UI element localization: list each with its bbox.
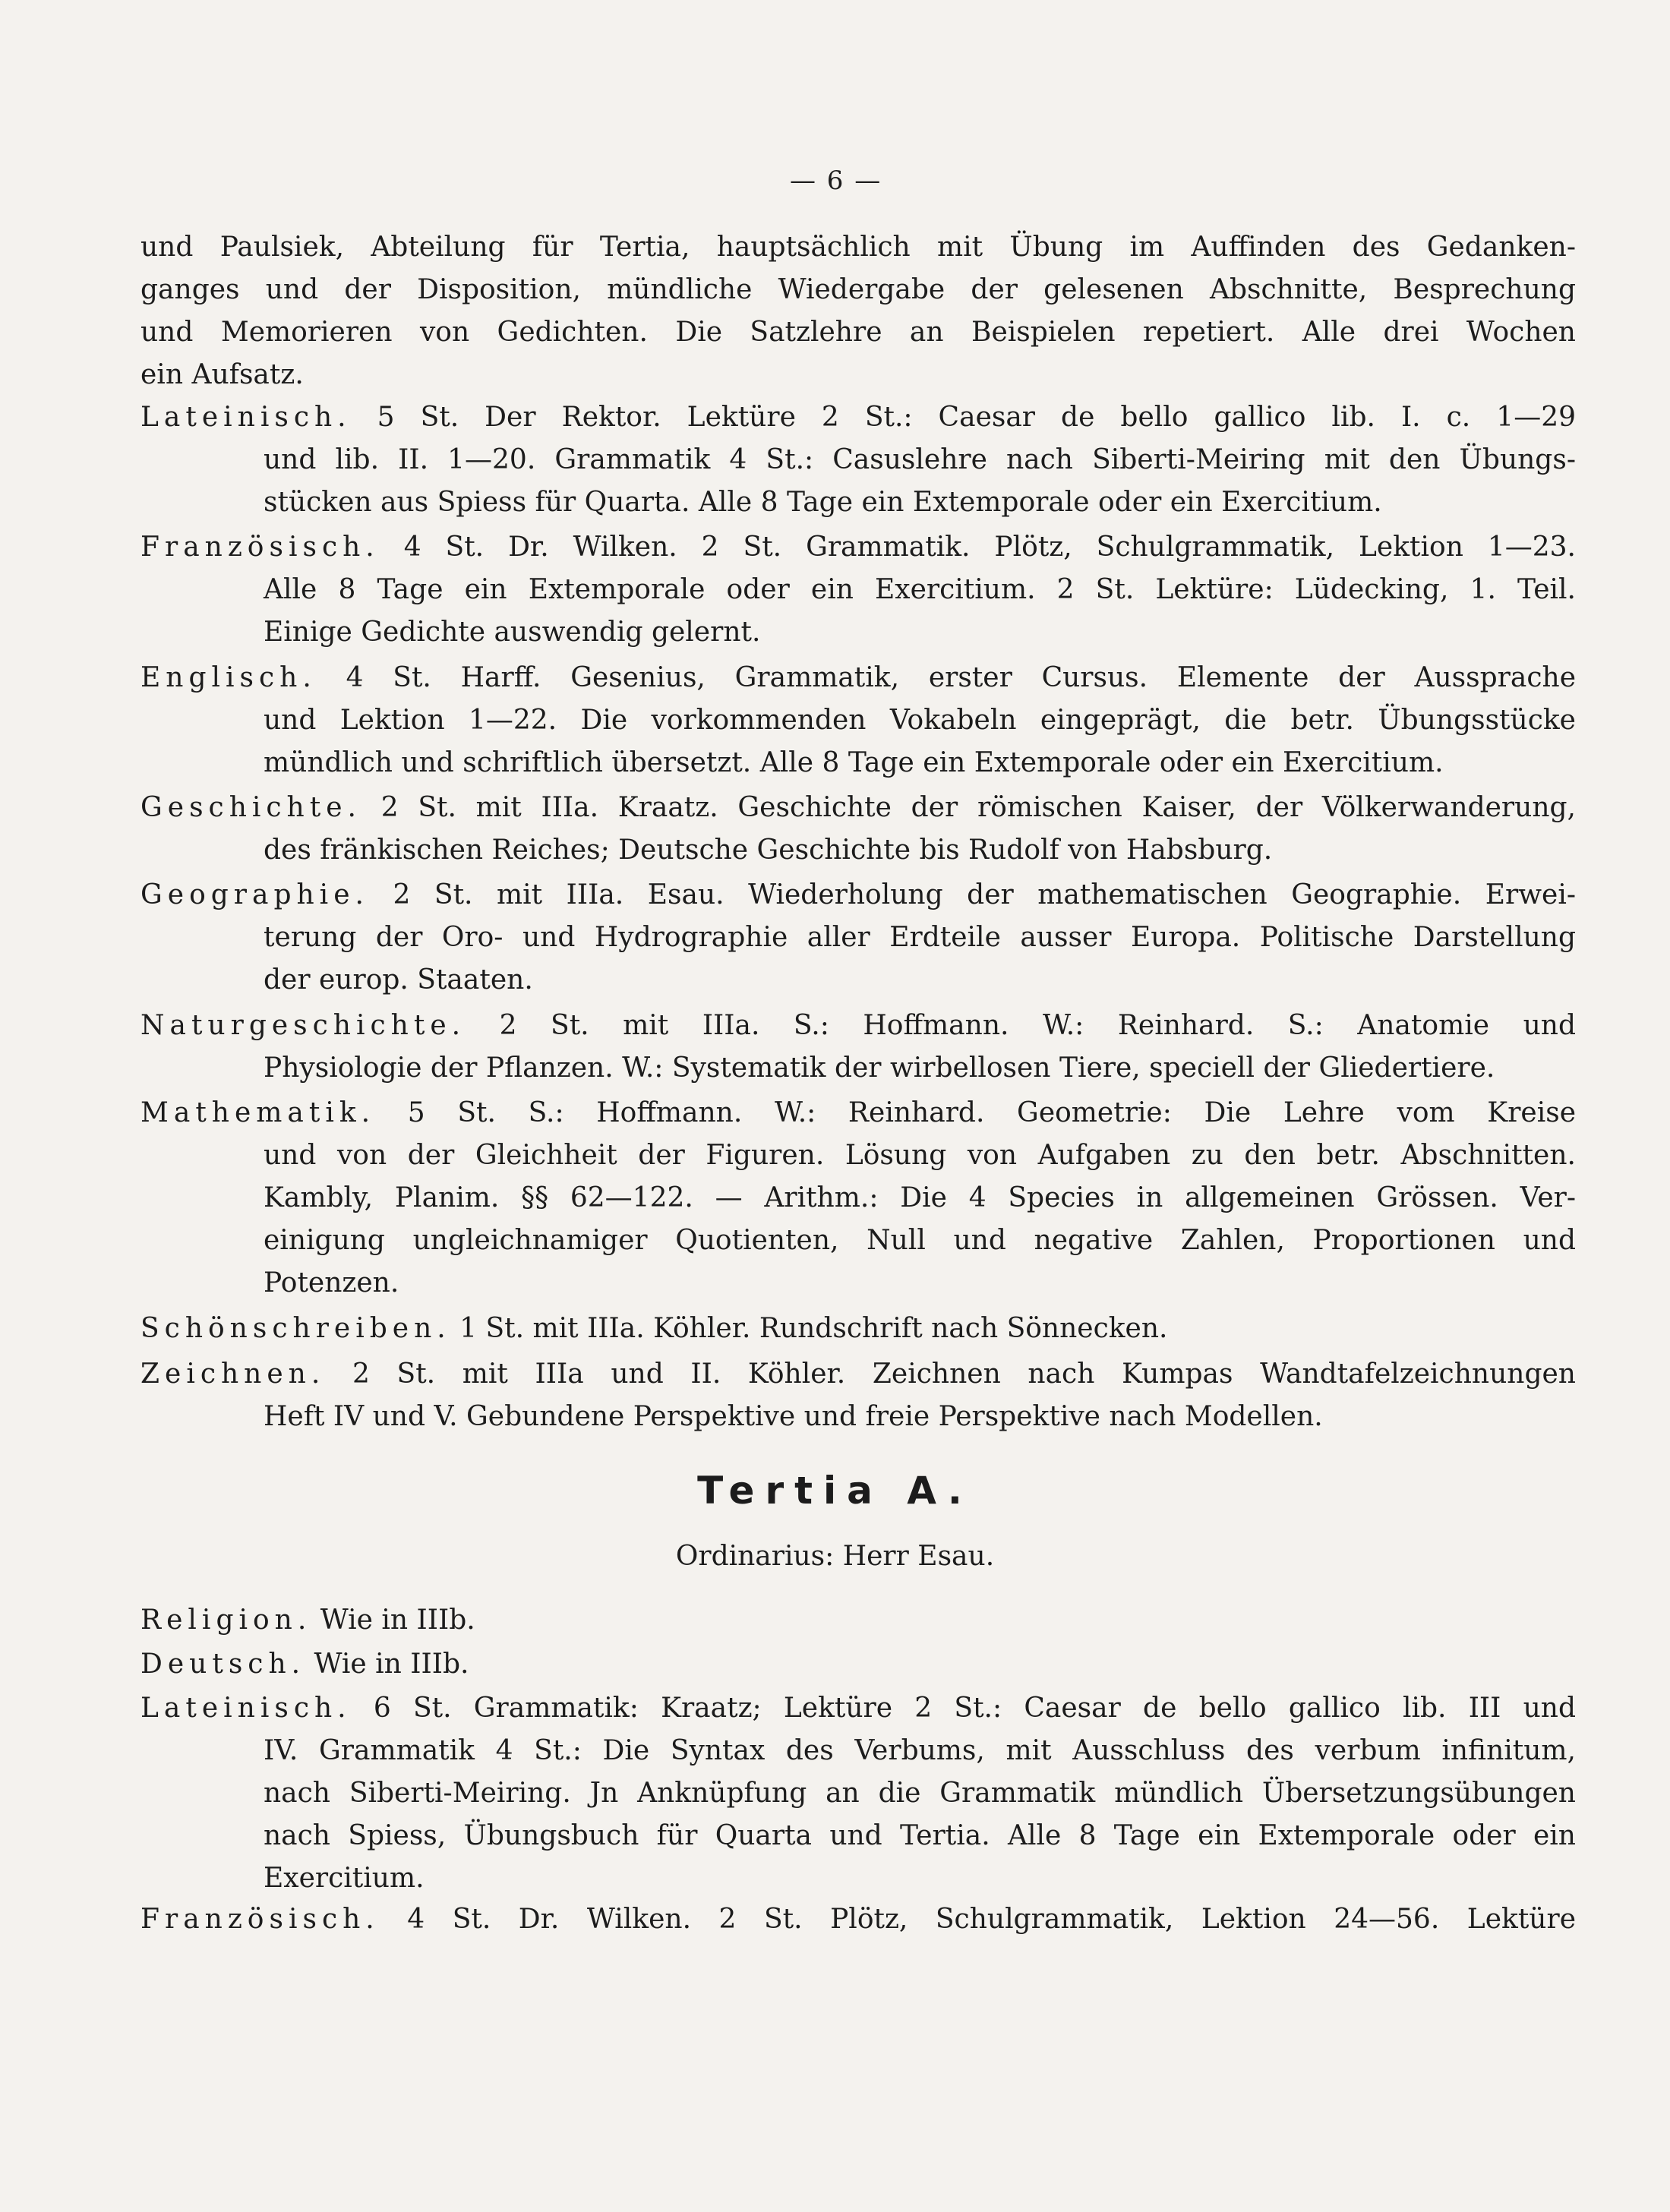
subject-label: Naturgeschichte. [140,1010,466,1041]
text-line: ein Aufsatz. [140,359,304,390]
subject-label: Religion. [140,1605,312,1636]
text-line: Lateinisch. 5 St. Der Rektor. Lektüre 2 St.: Caesar de bello gallico lib. I. c. 1—29 [140,402,1576,433]
subject-label: Lateinisch. [140,1693,352,1724]
text-line: Physiologie der Pflanzen. W.: Systematik der wirbellosen Tiere, speciell der Gliedertiere. [264,1052,1495,1084]
subject-label: Geschichte. [140,792,361,823]
text-line: Geschichte. 2 St. mit IIIa. Kraatz. Geschichte der römischen Kaiser, der Völkerwanderung, [140,792,1576,823]
text-line: Alle 8 Tage ein Extemporale oder ein Exercitium. 2 St. Lektüre: Lüdecking, 1. Teil. [264,574,1576,605]
text-line: nach Siberti-Meiring. Jn Anknüpfung an die Grammatik mündlich Übersetzungsübungen [264,1778,1576,1809]
text-line: ganges und der Disposition, mündliche Wiedergabe der gelesenen Abschnitte, Besprechung [140,274,1576,305]
subject-label: Französisch. [140,532,380,563]
text-line: Schönschreiben. 1 St. mit IIIa. Köhler. Rundschrift nach Sönnecken. [140,1313,1168,1344]
text-line: nach Spiess, Übungsbuch für Quarta und Tertia. Alle 8 Tage ein Extemporale oder ein [264,1820,1576,1851]
subject-label: Lateinisch. [140,402,352,433]
subject-label: Geographie. [140,879,369,910]
text-line: und von der Gleichheit der Figuren. Lösung von Aufgaben zu den betr. Abschnitten. [264,1140,1576,1171]
text-line: Naturgeschichte. 2 St. mit IIIa. S.: Hoffmann. W.: Reinhard. S.: Anatomie und [140,1010,1576,1041]
text-line: und Paulsiek, Abteilung für Tertia, hauptsächlich mit Übung im Auffinden des Gedanken- [140,232,1576,263]
subject-label: Französisch. [140,1904,380,1935]
text-line: Deutsch. Wie in IIIb. [140,1649,469,1680]
ordinarius-line: Ordinarius: Herr Esau. [675,1541,995,1572]
subject-label: Schönschreiben. [140,1313,451,1344]
text-line: Französisch. 4 St. Dr. Wilken. 2 St. Plötz, Schulgrammatik, Lektion 24—56. Lektüre [140,1904,1576,1935]
text-line: Einige Gedichte auswendig gelernt. [264,617,761,648]
text-line: stücken aus Spiess für Quarta. Alle 8 Tage ein Extemporale oder ein Exercitium. [264,487,1382,518]
text-line: und Lektion 1—22. Die vorkommenden Vokabeln eingeprägt, die betr. Übungsstücke [264,705,1576,736]
text-line: des fränkischen Reiches; Deutsche Geschichte bis Rudolf von Habsburg. [264,835,1273,866]
text-line: Potenzen. [264,1267,399,1298]
text-line: Mathematik. 5 St. S.: Hoffmann. W.: Reinhard. Geometrie: Die Lehre vom Kreise [140,1097,1576,1128]
text-line: Religion. Wie in IIIb. [140,1605,475,1636]
text-line: Englisch. 4 St. Harff. Gesenius, Grammatik, erster Cursus. Elemente der Aussprache [140,662,1576,693]
text-line: Kambly, Planim. §§ 62—122. — Arithm.: Die 4 Species in allgemeinen Grössen. Ver- [264,1182,1576,1213]
text-line: Zeichnen. 2 St. mit IIIa und II. Köhler. Zeichnen nach Kumpas Wandtafelzeichnungen [140,1358,1576,1390]
text-line: Lateinisch. 6 St. Grammatik: Kraatz; Lektüre 2 St.: Caesar de bello gallico lib. III und [140,1693,1576,1724]
text-line: der europ. Staaten. [264,964,533,996]
subject-label: Mathematik. [140,1097,376,1128]
text-line: IV. Grammatik 4 St.: Die Syntax des Verbums, mit Ausschluss des verbum infinitum, [264,1735,1576,1766]
subject-label: Englisch. [140,662,317,693]
subject-label: Zeichnen. [140,1358,326,1390]
text-line: mündlich und schriftlich übersetzt. Alle 8 Tage ein Extemporale oder ein Exercitium. [264,747,1444,778]
text-line: Heft IV und V. Gebundene Perspektive und freie Perspektive nach Modellen. [264,1401,1323,1432]
subject-label: Deutsch. [140,1649,306,1680]
text-line: Exercitium. [264,1863,425,1894]
text-line: und lib. II. 1—20. Grammatik 4 St.: Casuslehre nach Siberti-Meiring mit den Übungs- [264,444,1576,475]
text-line: und Memorieren von Gedichten. Die Satzlehre an Beispielen repetiert. Alle drei Wochen [140,317,1576,348]
text-line: Französisch. 4 St. Dr. Wilken. 2 St. Grammatik. Plötz, Schulgrammatik, Lektion 1—23. [140,532,1576,563]
section-heading: Tertia A. [697,1469,973,1513]
text-line: Geographie. 2 St. mit IIIa. Esau. Wiederholung der mathematischen Geographie. Erwei- [140,879,1576,910]
page-number: — 6 — [790,166,882,196]
text-line: terung der Oro- und Hydrographie aller Erdteile ausser Europa. Politische Darstellung [264,922,1576,953]
text-line: einigung ungleichnamiger Quotienten, Null und negative Zahlen, Proportionen und [264,1225,1576,1256]
